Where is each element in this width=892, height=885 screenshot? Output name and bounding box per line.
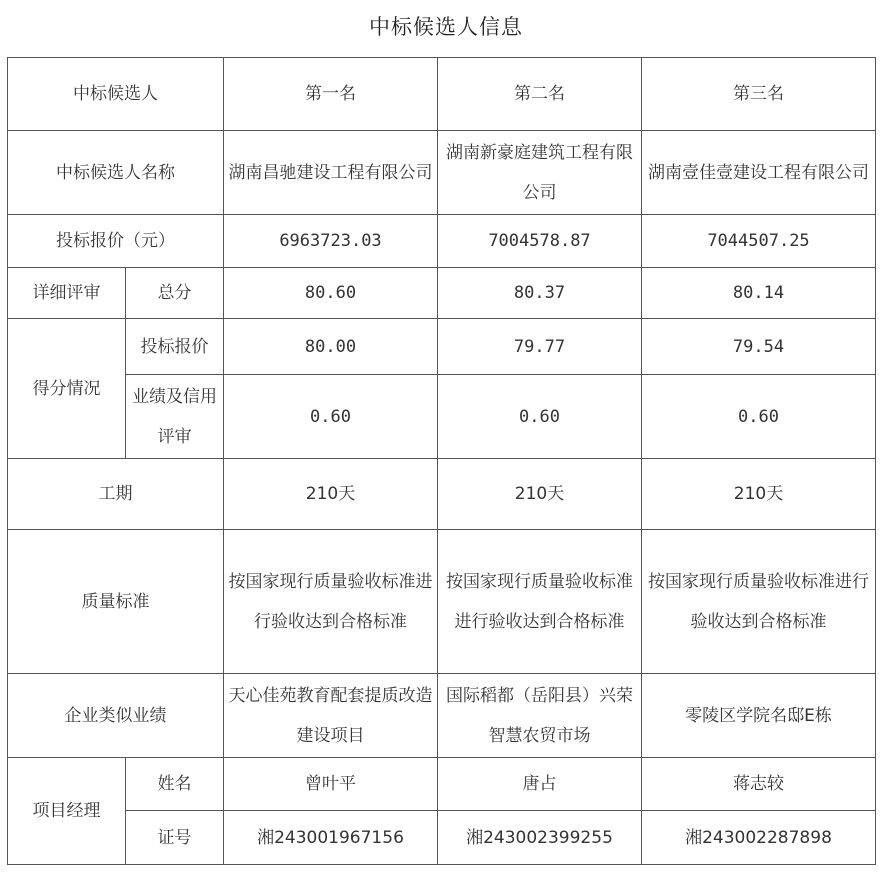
page-title: 中标候选人信息 bbox=[369, 15, 523, 39]
header-row bbox=[8, 58, 876, 131]
credit-score-1: 0.60 bbox=[224, 375, 438, 459]
duration-row bbox=[8, 459, 876, 530]
rank-3-header: 第三名 bbox=[642, 58, 876, 131]
total-score-2: 80.37 bbox=[438, 268, 642, 319]
manager-name-row bbox=[8, 758, 876, 811]
company-name-label: 中标候选人名称 bbox=[8, 131, 224, 215]
manager-cert-row bbox=[8, 811, 876, 865]
company-name-3: 湖南壹佳壹建设工程有限公司 bbox=[642, 131, 876, 215]
credit-score-3: 0.60 bbox=[642, 375, 876, 459]
manager-cert-label: 证号 bbox=[126, 811, 224, 865]
company-name-1: 湖南昌驰建设工程有限公司 bbox=[224, 131, 438, 215]
bid-score-2: 79.77 bbox=[438, 319, 642, 375]
manager-cert-2: 湘243002399255 bbox=[438, 811, 642, 865]
header-label: 中标候选人 bbox=[8, 58, 224, 131]
company-name-row bbox=[8, 131, 876, 215]
duration-1: 210天 bbox=[224, 459, 438, 530]
quality-label: 质量标准 bbox=[8, 530, 224, 674]
manager-name-2: 唐占 bbox=[438, 758, 642, 811]
review-label: 详细评审 bbox=[8, 268, 126, 319]
bid-price-3: 7044507.25 bbox=[642, 215, 876, 268]
performance-3: 零陵区学院名邸E栋 bbox=[642, 674, 876, 758]
score-bid-row bbox=[8, 319, 876, 375]
total-score-label: 总分 bbox=[126, 268, 224, 319]
company-name-2: 湖南新豪庭建筑工程有限公司 bbox=[438, 131, 642, 215]
bid-score-1: 80.00 bbox=[224, 319, 438, 375]
quality-2: 按国家现行质量验收标准进行验收达到合格标准 bbox=[438, 530, 642, 674]
rank-1-header: 第一名 bbox=[224, 58, 438, 131]
rank-2-header: 第二名 bbox=[438, 58, 642, 131]
bid-score-label: 投标报价 bbox=[126, 319, 224, 375]
score-label: 得分情况 bbox=[8, 319, 126, 459]
manager-cert-1: 湘243001967156 bbox=[224, 811, 438, 865]
bid-price-row bbox=[8, 215, 876, 268]
performance-row bbox=[8, 674, 876, 758]
manager-name-label: 姓名 bbox=[126, 758, 224, 811]
manager-name-1: 曾叶平 bbox=[224, 758, 438, 811]
manager-cert-3: 湘243002287898 bbox=[642, 811, 876, 865]
total-score-1: 80.60 bbox=[224, 268, 438, 319]
review-total-row bbox=[8, 268, 876, 319]
duration-2: 210天 bbox=[438, 459, 642, 530]
duration-label: 工期 bbox=[8, 459, 224, 530]
quality-1: 按国家现行质量验收标准进行验收达到合格标准 bbox=[224, 530, 438, 674]
manager-label: 项目经理 bbox=[8, 758, 126, 865]
total-score-3: 80.14 bbox=[642, 268, 876, 319]
credit-score-label: 业绩及信用评审 bbox=[126, 375, 224, 459]
bid-price-label: 投标报价（元） bbox=[8, 215, 224, 268]
candidate-table bbox=[7, 57, 876, 865]
credit-score-2: 0.60 bbox=[438, 375, 642, 459]
quality-row bbox=[8, 530, 876, 674]
performance-1: 天心佳苑教育配套提质改造建设项目 bbox=[224, 674, 438, 758]
bid-score-3: 79.54 bbox=[642, 319, 876, 375]
manager-name-3: 蒋志较 bbox=[642, 758, 876, 811]
score-credit-row bbox=[8, 375, 876, 459]
bid-price-1: 6963723.03 bbox=[224, 215, 438, 268]
quality-3: 按国家现行质量验收标准进行验收达到合格标准 bbox=[642, 530, 876, 674]
duration-3: 210天 bbox=[642, 459, 876, 530]
performance-label: 企业类似业绩 bbox=[8, 674, 224, 758]
bid-price-2: 7004578.87 bbox=[438, 215, 642, 268]
performance-2: 国际稻都（岳阳县）兴荣智慧农贸市场 bbox=[438, 674, 642, 758]
